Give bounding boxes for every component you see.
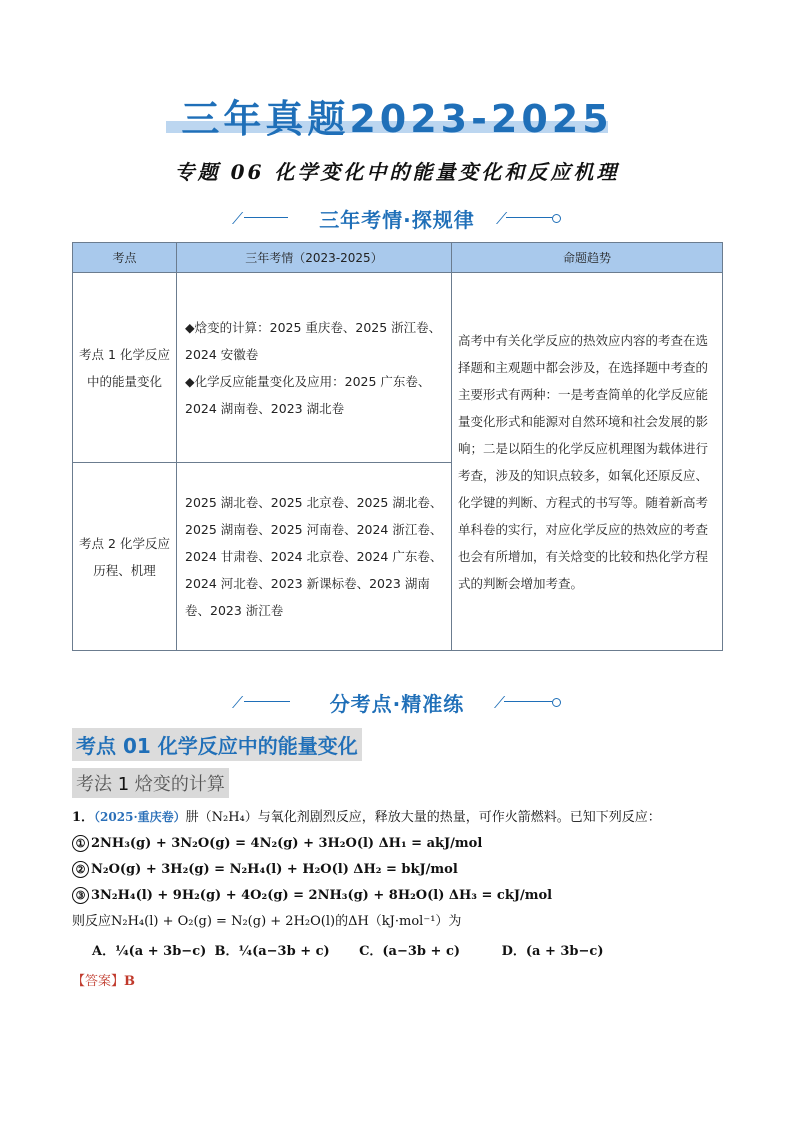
equation-1-text: 2NH₃(g) + 3N₂O(g) = 4N₂(g) + 3H₂O(l) ΔH₁ = akJ/mol: [91, 836, 483, 851]
section-banner-practice: [0, 686, 794, 716]
question-stem-line: [72, 804, 722, 831]
method-heading: [72, 768, 229, 798]
table-cell-years: 2025 湖北卷、2025 北京卷、2025 湖北卷、2025 湖南卷、2025 河南卷、2024 浙江卷、2024 甘肃卷、2024 北京卷、2024 广东卷、2024 河北卷、2023 新课标卷、2023 湖南卷、2023 浙江卷: [177, 463, 452, 651]
banner-slash-right: ⟋: [494, 693, 506, 712]
equation-2: [72, 857, 722, 883]
equation-marker-2: ②: [72, 861, 89, 878]
question-number: 1．: [72, 810, 95, 825]
banner-slash-left: ⟋: [232, 209, 244, 228]
section-title-practice: 分考点·精准练: [329, 692, 465, 716]
header-years: 三年考情（2023-2025）: [177, 243, 452, 273]
equation-2-text: N₂O(g) + 3H₂(g) = N₂H₄(l) + H₂O(l) ΔH₂ = bkJ/mol: [91, 862, 458, 877]
option-a: A．¼(a + 3b−c): [92, 944, 207, 959]
table-cell-point: 考点 1 化学反应中的能量变化: [73, 273, 177, 463]
answer-label: 【答案】: [72, 974, 125, 989]
banner-slash-left: ⟋: [232, 693, 244, 712]
question-ask: 则反应N₂H₄(l) + O₂(g) = N₂(g) + 2H₂O(l)的ΔH（kJ·mol⁻¹）为: [72, 914, 462, 929]
section-banner-trends: [0, 202, 794, 232]
page-title-text: 三年真题2023-2025: [181, 97, 613, 141]
method-number: 1: [117, 774, 130, 795]
page-subtitle: 专题 06 化学变化中的能量变化和反应机理: [174, 160, 620, 184]
table-cell-years: [177, 273, 452, 463]
question-source: （2025·重庆卷）: [94, 810, 186, 824]
equation-3-text: 3N₂H₄(l) + 9H₂(g) + 4O₂(g) = 2NH₃(g) + 8H₂O(l) ΔH₃ = ckJ/mol: [91, 888, 553, 903]
options-row: [72, 939, 722, 965]
exam-overview-table: [72, 242, 723, 651]
years-text: ◆焓变的计算：2025 重庆卷、2025 浙江卷、2024 安徽卷 ◆化学反应能量变化及应用：2025 广东卷、2024 湖南卷、2023 湖北卷: [185, 319, 442, 416]
question-1: [72, 804, 722, 995]
banner-slash-right: ⟋: [496, 209, 508, 228]
equation-marker-3: ③: [72, 887, 89, 904]
equation-marker-1: ①: [72, 835, 89, 852]
answer-value: B: [124, 974, 136, 989]
table-cell-point: 考点 2 化学反应历程、机理: [73, 463, 177, 651]
equation-3: [72, 883, 722, 909]
header-trend: 命题趋势: [452, 243, 723, 273]
section-title-trends: 三年考情·探规律: [319, 208, 475, 232]
option-b: B．¼(a−3b + c): [214, 944, 330, 959]
option-c: C．(a−3b + c): [359, 944, 461, 959]
answer-line: [72, 969, 722, 995]
table-row: [73, 273, 723, 463]
table-header-row: [73, 243, 723, 273]
question-stem: 肼（N₂H₄）与氧化剂剧烈反应，释放大量的热量，可作火箭燃料。已知下列反应：: [185, 810, 661, 825]
equation-1: [72, 831, 722, 857]
method-text: 焓变的计算: [134, 774, 225, 795]
page-title: [0, 88, 794, 143]
header-point: 考点: [73, 243, 177, 273]
method-label: 考法: [76, 774, 112, 795]
table-cell-trend: 高考中有关化学反应的热效应内容的考查在选择题和主观题中都会涉及，在选择题中考查的主要形式有两种：一是考查简单的化学反应能量变化形式和能源对自然环境和社会发展的影响；二是以陌生的化学反应机理图为载体进行考查，涉及的知识点较多，如氧化还原反应、化学键的判断、方程式的书写等。随着新高考单科卷的实行，对应化学反应的热效应的考查也会有所增加，有关焓变的比较和热化学方程式的判断会增加考查。: [452, 273, 723, 651]
topic-heading: 考点 01 化学反应中的能量变化: [72, 728, 362, 761]
option-d: D．(a + 3b−c): [501, 944, 604, 959]
